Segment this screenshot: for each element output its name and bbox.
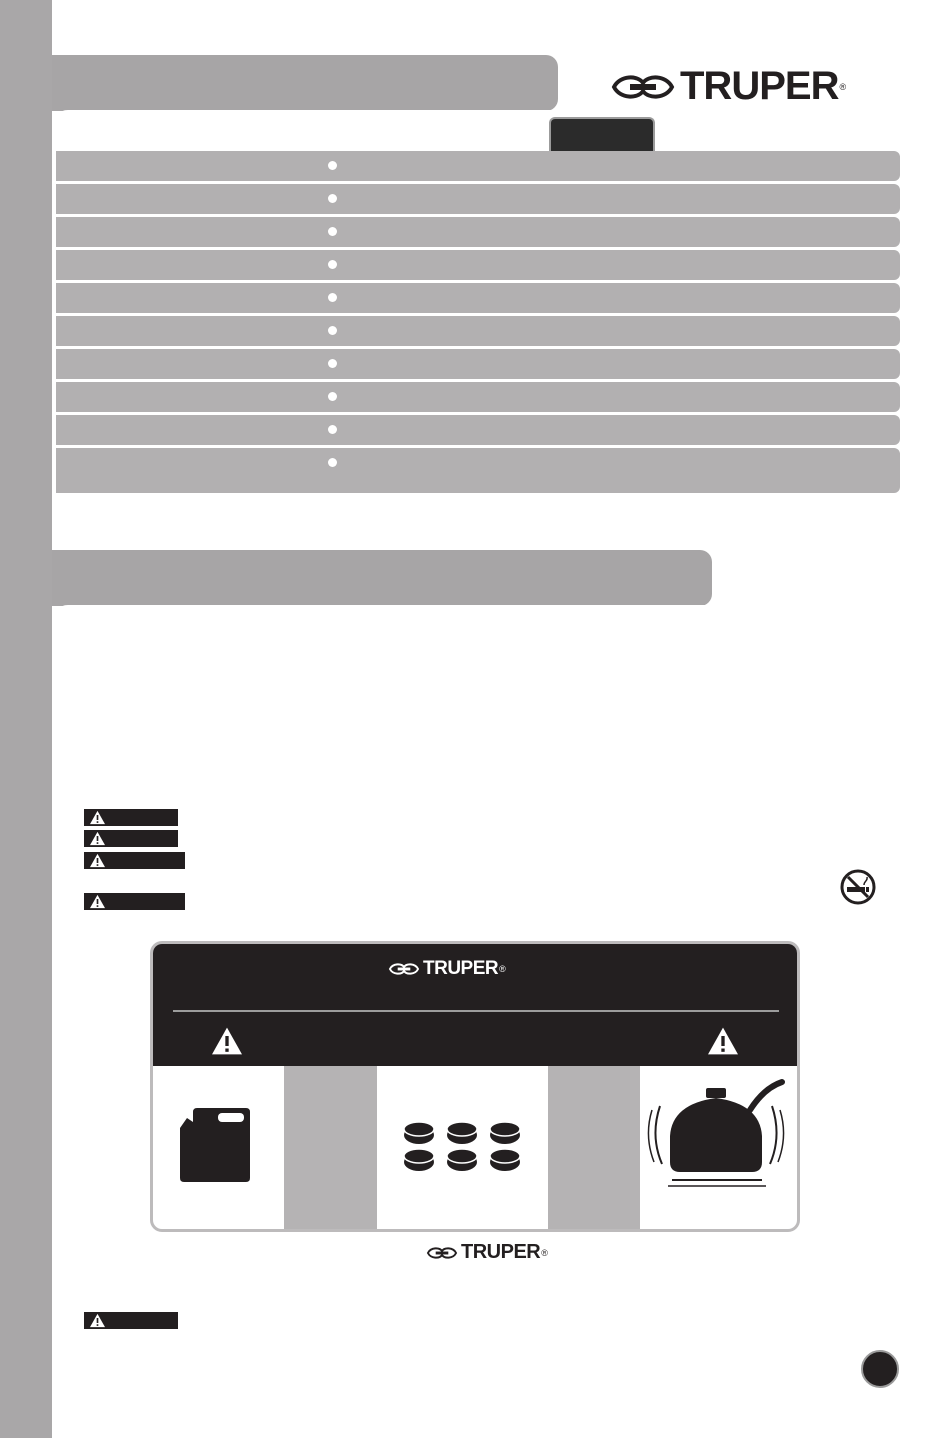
bullet-icon bbox=[328, 260, 337, 269]
warning-triangle-icon bbox=[210, 1026, 244, 1056]
warning-tag bbox=[84, 830, 178, 847]
page-corner bbox=[52, 0, 572, 55]
spec-table bbox=[56, 151, 900, 496]
content-corner bbox=[52, 605, 752, 635]
page-number-badge bbox=[861, 1350, 899, 1388]
truper-logo bbox=[426, 1241, 547, 1264]
truper-emblem-icon bbox=[610, 73, 676, 101]
warning-triangle-icon bbox=[706, 1026, 740, 1056]
label-body bbox=[153, 1066, 797, 1232]
spec-row bbox=[56, 184, 900, 214]
content-corner bbox=[52, 520, 752, 550]
registered-mark: ® bbox=[839, 81, 846, 92]
spec-row bbox=[56, 316, 900, 346]
bullet-icon bbox=[328, 326, 337, 335]
warning-tag bbox=[84, 852, 185, 869]
separator-cell bbox=[284, 1066, 377, 1232]
warning-triangle-icon bbox=[89, 810, 106, 825]
registered-mark: ® bbox=[541, 1247, 548, 1258]
label-header bbox=[153, 944, 797, 1066]
tablets-cell bbox=[377, 1066, 548, 1232]
spec-tab bbox=[549, 117, 655, 153]
spec-row bbox=[56, 415, 900, 445]
warning-tag bbox=[84, 893, 185, 910]
bullet-icon bbox=[328, 359, 337, 368]
divider bbox=[173, 1010, 779, 1012]
spec-row bbox=[56, 382, 900, 412]
fuel-can-cell bbox=[153, 1066, 284, 1232]
warning-tag bbox=[84, 809, 178, 826]
bullet-icon bbox=[328, 293, 337, 302]
truper-emblem-icon bbox=[388, 962, 420, 976]
warning-tag bbox=[84, 1312, 178, 1329]
bullet-icon bbox=[328, 194, 337, 203]
bullet-icon bbox=[328, 458, 337, 467]
warning-triangle-icon bbox=[89, 831, 106, 846]
bullet-icon bbox=[328, 161, 337, 170]
registered-mark: ® bbox=[499, 964, 506, 974]
bullet-icon bbox=[328, 392, 337, 401]
warning-triangle-icon bbox=[89, 1313, 106, 1328]
section-header-band bbox=[52, 55, 558, 111]
bullet-icon bbox=[328, 227, 337, 236]
brand-name: TRUPER bbox=[680, 64, 839, 108]
spec-row bbox=[56, 283, 900, 313]
no-smoking-icon bbox=[840, 869, 876, 905]
fuel-mix-label bbox=[150, 941, 800, 1232]
truper-logo bbox=[388, 958, 505, 980]
brand-name: TRUPER bbox=[461, 1241, 541, 1263]
truper-emblem-icon bbox=[426, 1246, 458, 1260]
truper-logo bbox=[610, 64, 845, 109]
oil-can-cell bbox=[640, 1066, 797, 1232]
spec-row bbox=[56, 349, 900, 379]
tablets-icon bbox=[377, 1066, 548, 1232]
warning-triangle-icon bbox=[89, 853, 106, 868]
spec-row bbox=[56, 250, 900, 280]
spec-row bbox=[56, 151, 900, 181]
oil-can-icon bbox=[640, 1066, 797, 1232]
brand-name: TRUPER bbox=[423, 958, 499, 979]
content-corner bbox=[52, 110, 572, 150]
spec-row bbox=[56, 448, 900, 493]
warning-triangle-icon bbox=[89, 894, 106, 909]
page-spine bbox=[0, 0, 52, 1438]
fuel-can-icon bbox=[153, 1066, 284, 1232]
spec-row bbox=[56, 217, 900, 247]
section-header-band bbox=[52, 550, 712, 606]
separator-cell bbox=[548, 1066, 640, 1232]
bullet-icon bbox=[328, 425, 337, 434]
